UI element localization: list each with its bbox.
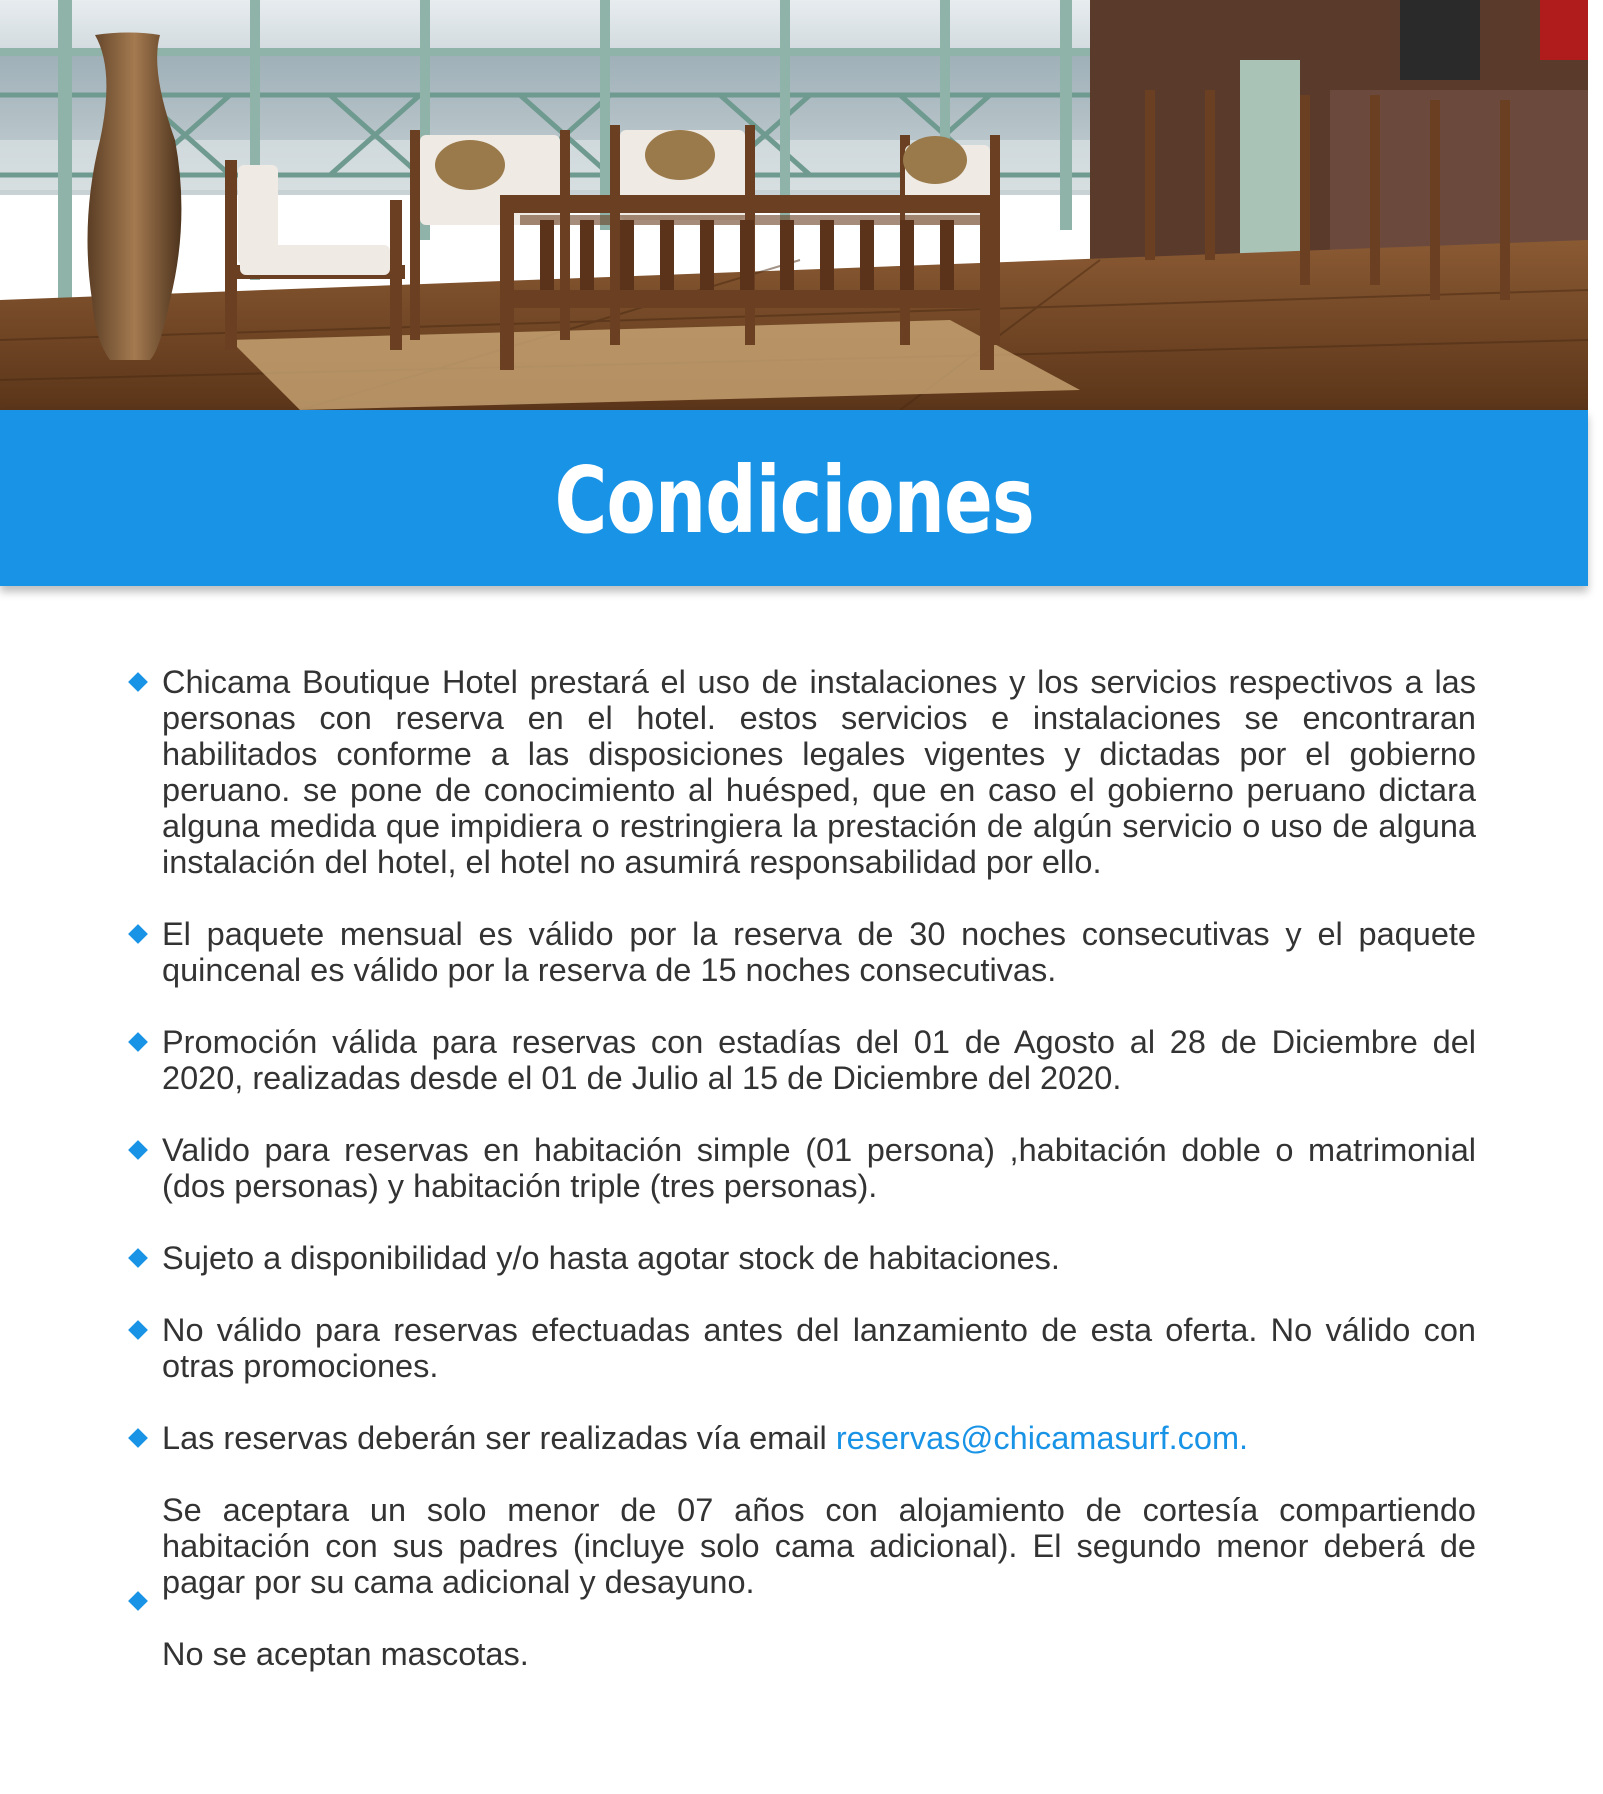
condition-item-restrictions [128,1312,1476,1384]
condition-text: Sujeto a disponibilidad y/o hasta agotar stock de habitaciones. [162,1240,1060,1276]
diamond-bullet-icon [128,1032,148,1052]
condition-item-minors-pets [128,1454,1476,1672]
condition-text-pets: No se aceptan mascotas. [162,1636,529,1672]
hero-photo [0,0,1588,410]
condition-text: Chicama Boutique Hotel prestará el uso de instalaciones y los servicios respectivos a las personas con reserva en el hotel. estos servicios e instalaciones se encontraran habilitados conforme a las disposiciones legales vigentes y dictadas por el gobierno peruano. se pone de conocimiento al huésped, que en caso el gobierno peruano dictara alguna medida que impidiera o restringiera la prestación de algún servicio o uso de alguna instalación del hotel, el hotel no asumirá responsabilidad por ello. [162,664,1476,880]
condition-text: Las reservas deberán ser realizadas vía email [162,1420,836,1456]
diamond-bullet-icon [128,924,148,944]
condition-item-promotion-dates [128,1024,1476,1096]
condition-text: No válido para reservas efectuadas antes del lanzamiento de esta oferta. No válido con otras promociones. [162,1312,1476,1384]
condition-item-availability [128,1240,1476,1276]
condition-text: El paquete mensual es válido por la reserva de 30 noches consecutivas y el paquete quincenal es válido por la reserva de 15 noches consecutivas. [162,916,1476,988]
condition-item-email [128,1420,1476,1456]
title-banner [0,410,1588,586]
diamond-bullet-icon [128,1591,148,1611]
condition-item-facilities [128,664,1476,880]
diamond-bullet-icon [128,1248,148,1268]
condition-text-minors: Se aceptara un solo menor de 07 años con alojamiento de cortesía compartiendo habitación con sus padres (incluye solo cama adicional). El segundo menor deberá de pagar por su cama adicional y desayuno. [162,1492,1476,1600]
condition-item-room-types [128,1132,1476,1204]
conditions-list [128,664,1476,1708]
diamond-bullet-icon [128,672,148,692]
diamond-bullet-icon [128,1140,148,1160]
condition-item-packages [128,916,1476,988]
paragraph-spacer [162,1600,1476,1636]
page-title: Condiciones [554,447,1034,554]
condition-text: Promoción válida para reservas con estadías del 01 de Agosto al 28 de Diciembre del 2020, realizadas desde el 01 de Julio al 15 de Diciembre del 2020. [162,1024,1476,1096]
diamond-bullet-icon [128,1428,148,1448]
reservations-email-link[interactable]: reservas@chicamasurf.com. [835,1420,1249,1456]
condition-text: Valido para reservas en habitación simple (01 persona) ,habitación doble o matrimonial (dos personas) y habitación triple (tres personas). [162,1132,1476,1204]
diamond-bullet-icon [128,1320,148,1340]
